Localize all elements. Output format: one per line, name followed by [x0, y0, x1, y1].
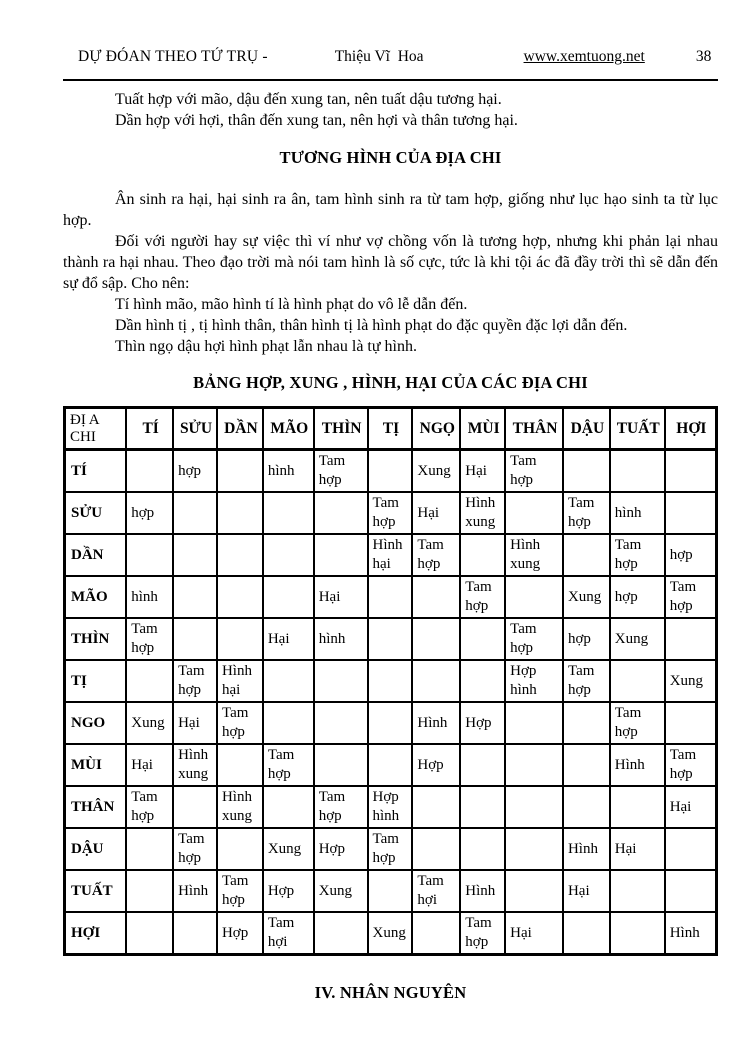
table-cell	[563, 534, 610, 576]
page-header	[63, 48, 718, 66]
table-cell: Hình	[460, 870, 505, 912]
table-cell	[217, 534, 263, 576]
table-cell: Hình xung	[460, 492, 505, 534]
table-cell	[314, 912, 368, 955]
table-cell: hình	[314, 618, 368, 660]
row-header: NGO	[65, 702, 127, 744]
table-cell	[263, 534, 314, 576]
table-cell: Xung	[126, 702, 173, 744]
table-cell	[563, 786, 610, 828]
table-cell: Hình xung	[505, 534, 563, 576]
table-row	[65, 534, 717, 576]
row-header: DẬU	[65, 828, 127, 870]
section-heading: TƯƠNG HÌNH CỦA ĐỊA CHI	[279, 148, 502, 167]
table-cell: Hình	[173, 870, 217, 912]
table-cell: hợp	[563, 618, 610, 660]
table-cell	[126, 828, 173, 870]
table-row	[65, 492, 717, 534]
row-header: HỢI	[65, 912, 127, 955]
table-row	[65, 450, 717, 493]
table-cell	[314, 660, 368, 702]
table-row	[65, 618, 717, 660]
paragraph: Ân sinh ra hại, hại sinh ra ân, tam hình sinh ra từ tam hợp, giống như lục hạo sinh ta từ lục hợp.	[63, 191, 718, 229]
table-row	[65, 660, 717, 702]
table-cell	[126, 912, 173, 955]
table-cell: Hình	[563, 828, 610, 870]
table-cell: Tam hợp	[610, 702, 665, 744]
table-cell	[610, 870, 665, 912]
author-name: Thiệu Vĩ Hoa	[334, 48, 424, 65]
table-cell	[368, 870, 413, 912]
table-cell: Hợp	[263, 870, 314, 912]
table-cell	[665, 492, 717, 534]
table-cell: Hợp	[217, 912, 263, 955]
header-divider	[63, 79, 718, 81]
table-cell	[665, 870, 717, 912]
table-cell	[368, 744, 413, 786]
column-header: MÙI	[460, 408, 505, 450]
table-cell: Tam hợp	[563, 492, 610, 534]
table-cell	[173, 786, 217, 828]
table-cell	[173, 534, 217, 576]
column-header: DẦN	[217, 408, 263, 450]
table-cell	[314, 702, 368, 744]
table-cell: Hình hại	[217, 660, 263, 702]
table-cell: Xung	[610, 618, 665, 660]
table-cell: Xung	[368, 912, 413, 955]
table-cell	[665, 450, 717, 493]
column-header: NGỌ	[412, 408, 460, 450]
table-cell	[368, 576, 413, 618]
table-cell: Hại	[460, 450, 505, 493]
row-header: DẦN	[65, 534, 127, 576]
table-cell	[173, 912, 217, 955]
table-cell	[368, 702, 413, 744]
table-cell	[412, 660, 460, 702]
table-cell	[263, 702, 314, 744]
table-cell	[368, 660, 413, 702]
row-header: MÃO	[65, 576, 127, 618]
table-cell: hình	[610, 492, 665, 534]
table-cell	[563, 450, 610, 493]
table-cell	[610, 912, 665, 955]
row-header: THÌN	[65, 618, 127, 660]
table-cell	[126, 534, 173, 576]
table-cell	[610, 660, 665, 702]
table-cell: Tam hợp	[368, 828, 413, 870]
table-corner-label: ĐỊ A CHI	[65, 408, 127, 450]
table-cell	[563, 912, 610, 955]
table-cell	[263, 786, 314, 828]
table-cell	[460, 828, 505, 870]
row-header: THÂN	[65, 786, 127, 828]
table-cell: Xung	[563, 576, 610, 618]
table-cell: Tam hợp	[563, 660, 610, 702]
table-row	[65, 828, 717, 870]
table-cell: hợp	[665, 534, 717, 576]
table-cell	[505, 828, 563, 870]
column-header: TÍ	[126, 408, 173, 450]
table-cell	[665, 828, 717, 870]
table-cell: Tam hợp	[173, 828, 217, 870]
table-cell	[126, 450, 173, 493]
table-row	[65, 870, 717, 912]
table-row	[65, 786, 717, 828]
table-row	[65, 744, 717, 786]
table-cell	[173, 576, 217, 618]
book-title: DỰ ĐÓAN THEO TỨ TRỤ -	[78, 48, 268, 65]
table-cell	[563, 744, 610, 786]
table-cell	[665, 702, 717, 744]
table-cell	[263, 660, 314, 702]
table-cell: Hình hại	[368, 534, 413, 576]
column-header: HỢI	[665, 408, 717, 450]
table-cell	[505, 492, 563, 534]
table-cell: Hợp	[314, 828, 368, 870]
table-cell	[412, 828, 460, 870]
table-cell: hợp	[610, 576, 665, 618]
row-header: TUẤT	[65, 870, 127, 912]
table-cell: Tam hợp	[217, 702, 263, 744]
table-cell: Hợp hình	[368, 786, 413, 828]
table-cell	[460, 786, 505, 828]
table-cell: Hình	[412, 702, 460, 744]
next-section-heading: IV. NHÂN NGUYÊN	[314, 983, 467, 1002]
table-cell: Hợp	[412, 744, 460, 786]
column-header: THÌN	[314, 408, 368, 450]
column-header: TUẤT	[610, 408, 665, 450]
table-cell: Tam hợp	[610, 534, 665, 576]
table-cell: Hại	[126, 744, 173, 786]
table-cell: Tam hợp	[368, 492, 413, 534]
row-header: MÙI	[65, 744, 127, 786]
table-cell	[217, 492, 263, 534]
table-cell	[460, 618, 505, 660]
table-cell: Tam hợp	[460, 576, 505, 618]
table-cell: Tam hợp	[412, 534, 460, 576]
table-cell	[610, 786, 665, 828]
column-header: THÂN	[505, 408, 563, 450]
table-cell: Tam hợp	[505, 618, 563, 660]
table-cell: Tam hợp	[314, 786, 368, 828]
paragraph: Đối với người hay sự việc thì ví như vợ chồng vốn là tương hợp, nhưng khi phản lại nhau thành ra hại nhau. Theo đạo trời mà nói tam hình là số cực, tức là khi tội ác đã đầy trời thì sẽ dẫn đến sự đổ sập. Cho nên:	[63, 233, 718, 292]
table-cell	[505, 870, 563, 912]
table-cell: Hình	[665, 912, 717, 955]
table-cell: hình	[263, 450, 314, 493]
table-cell	[368, 618, 413, 660]
table-cell: hợp	[173, 450, 217, 493]
column-header: MÃO	[263, 408, 314, 450]
table-cell	[173, 492, 217, 534]
page-number: 38	[695, 48, 712, 65]
table-cell	[263, 492, 314, 534]
column-header: TỊ	[368, 408, 413, 450]
table-cell	[173, 618, 217, 660]
table-cell: Tam hợp	[505, 450, 563, 493]
table-row	[65, 702, 717, 744]
table-cell	[314, 492, 368, 534]
table-cell: Xung	[665, 660, 717, 702]
table-heading: BẢNG HỢP, XUNG , HÌNH, HẠI CỦA CÁC ĐỊA CHI	[193, 373, 588, 392]
dia-chi-relations-table	[63, 406, 718, 956]
table-cell: Hình xung	[173, 744, 217, 786]
table-cell: Hình xung	[217, 786, 263, 828]
table-cell	[217, 450, 263, 493]
table-cell	[412, 618, 460, 660]
table-cell: Tam hợi	[263, 912, 314, 955]
table-cell	[314, 744, 368, 786]
table-cell	[460, 660, 505, 702]
table-cell	[665, 618, 717, 660]
website-link[interactable]: www.xemtuong.net	[523, 48, 645, 65]
table-cell	[368, 450, 413, 493]
table-cell	[460, 534, 505, 576]
row-header: TÍ	[65, 450, 127, 493]
table-cell: Tam hợp	[173, 660, 217, 702]
table-cell: Tam hợp	[665, 576, 717, 618]
table-cell: Xung	[263, 828, 314, 870]
table-cell: Tam hợp	[126, 786, 173, 828]
table-cell	[505, 744, 563, 786]
table-cell	[460, 744, 505, 786]
table-cell: Hình	[610, 744, 665, 786]
table-row	[65, 912, 717, 955]
table-cell: Tam hợp	[126, 618, 173, 660]
table-cell: Hại	[263, 618, 314, 660]
table-cell	[412, 912, 460, 955]
table-cell	[126, 660, 173, 702]
table-cell	[563, 702, 610, 744]
column-header: DẬU	[563, 408, 610, 450]
table-cell	[505, 576, 563, 618]
table-cell: Tam hợp	[263, 744, 314, 786]
table-cell: Hợp hình	[505, 660, 563, 702]
table-cell	[217, 618, 263, 660]
table-cell: Hại	[173, 702, 217, 744]
table-cell: Tam hợp	[665, 744, 717, 786]
table-cell: hình	[126, 576, 173, 618]
table-cell	[263, 576, 314, 618]
table-cell	[217, 744, 263, 786]
table-cell: Xung	[314, 870, 368, 912]
table-cell	[412, 576, 460, 618]
table-cell	[217, 576, 263, 618]
table-cell: Hại	[610, 828, 665, 870]
table-cell: Hại	[505, 912, 563, 955]
table-cell: Hại	[563, 870, 610, 912]
intro-line: Tuất hợp với mão, dậu đến xung tan, nên tuất dậu tương hại.	[115, 91, 502, 108]
row-header: SỬU	[65, 492, 127, 534]
table-cell: Hại	[412, 492, 460, 534]
table-row	[65, 576, 717, 618]
list-line: Thìn ngọ dậu hợi hình phạt lẫn nhau là tự hình.	[115, 338, 417, 355]
table-cell: Xung	[412, 450, 460, 493]
table-cell	[412, 786, 460, 828]
table-cell	[505, 786, 563, 828]
table-cell	[217, 828, 263, 870]
table-cell: Hại	[314, 576, 368, 618]
table-cell: hợp	[126, 492, 173, 534]
intro-block	[63, 89, 718, 131]
table-cell	[610, 450, 665, 493]
table-cell: Tam hợp	[460, 912, 505, 955]
table-cell	[126, 870, 173, 912]
table-cell: Hại	[665, 786, 717, 828]
table-cell: Tam hợp	[314, 450, 368, 493]
intro-line: Dần hợp với hợi, thân đến xung tan, nên hợi và thân tương hại.	[115, 112, 518, 129]
table-cell	[505, 702, 563, 744]
table-cell: Tam hợp	[217, 870, 263, 912]
row-header: TỊ	[65, 660, 127, 702]
list-line: Dần hình tị , tị hình thân, thân hình tị là hình phạt do đặc quyền đặc lợi dẫn đến.	[115, 317, 628, 334]
table-header-row	[65, 408, 717, 450]
hinh-list	[63, 294, 718, 357]
table-cell	[314, 534, 368, 576]
column-header: SỬU	[173, 408, 217, 450]
table-cell: Tam hợi	[412, 870, 460, 912]
list-line: Tí hình mão, mão hình tí là hình phạt do vô lễ dẫn đến.	[115, 296, 468, 313]
table-cell: Hợp	[460, 702, 505, 744]
